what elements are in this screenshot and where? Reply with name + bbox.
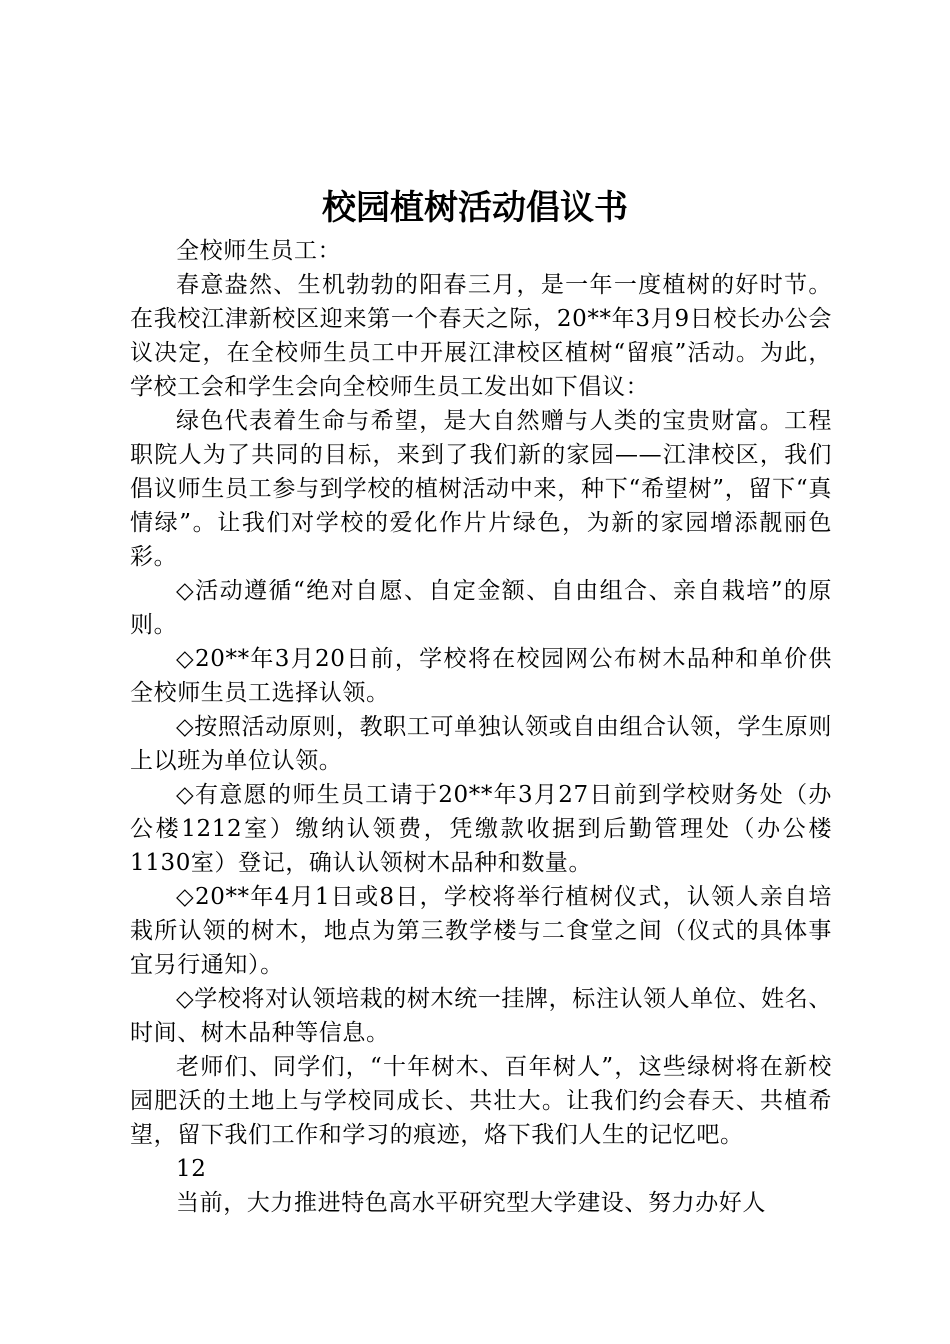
paragraph-intro: 春意盎然、生机勃勃的阳春三月，是一年一度植树的好时节。在我校江津新校区迎来第一个春天之际，20**年3月9日校长办公会议决定，在全校师生员工中开展江津校区植树“留痕”活动。为此，学校工会和学生会向全校师生员工发出如下倡议： [130,272,832,400]
bullet-ceremony: ◇20**年4月1日或8日，学校将举行植树仪式，认领人亲自培栽所认领的树木，地点为第三教学楼与二食堂之间（仪式的具体事宜另行通知）。 [130,884,832,978]
paragraph-green: 绿色代表着生命与希望，是大自然赠与人类的宝贵财富。工程职院人为了共同的目标，来到了我们新的家园——江津校区，我们倡议师生员工参与到学校的植树活动中来，种下“希望树”，留下“真情绿”。让我们对学校的爱化作片片绿色，为新的家园增添靓丽色彩。 [130,408,832,570]
page-number: 12 [176,1156,207,1182]
bullet-tagging: ◇学校将对认领培栽的树木统一挂牌，标注认领人单位、姓名、时间、树木品种等信息。 [130,986,832,1046]
paragraph-continuation: 当前，大力推进特色高水平研究型大学建设、努力办好人 [176,1190,766,1216]
paragraph-closing: 老师们、同学们，“十年树木、百年树人”，这些绿树将在新校园肥沃的土地上与学校同成长、共壮大。让我们约会春天、共植希望，留下我们工作和学习的痕迹，烙下我们人生的记忆吧。 [130,1054,832,1148]
salutation: 全校师生员工： [176,238,342,264]
bullet-publish: ◇20**年3月20日前，学校将在校园网公布树木品种和单价供全校师生员工选择认领。 [130,646,832,706]
bullet-principle: ◇活动遵循“绝对自愿、自定金额、自由组合、亲自栽培”的原则。 [130,578,832,638]
bullet-claim-rule: ◇按照活动原则，教职工可单独认领或自由组合认领，学生原则上以班为单位认领。 [130,714,832,774]
document-body [130,234,832,1220]
bullet-payment: ◇有意愿的师生员工请于20**年3月27日前到学校财务处（办公楼1212室）缴纳认领费，凭缴款收据到后勤管理处（办公楼1130室）登记，确认认领树木品种和数量。 [130,782,832,876]
document-title: 校园植树活动倡议书 [322,188,628,228]
